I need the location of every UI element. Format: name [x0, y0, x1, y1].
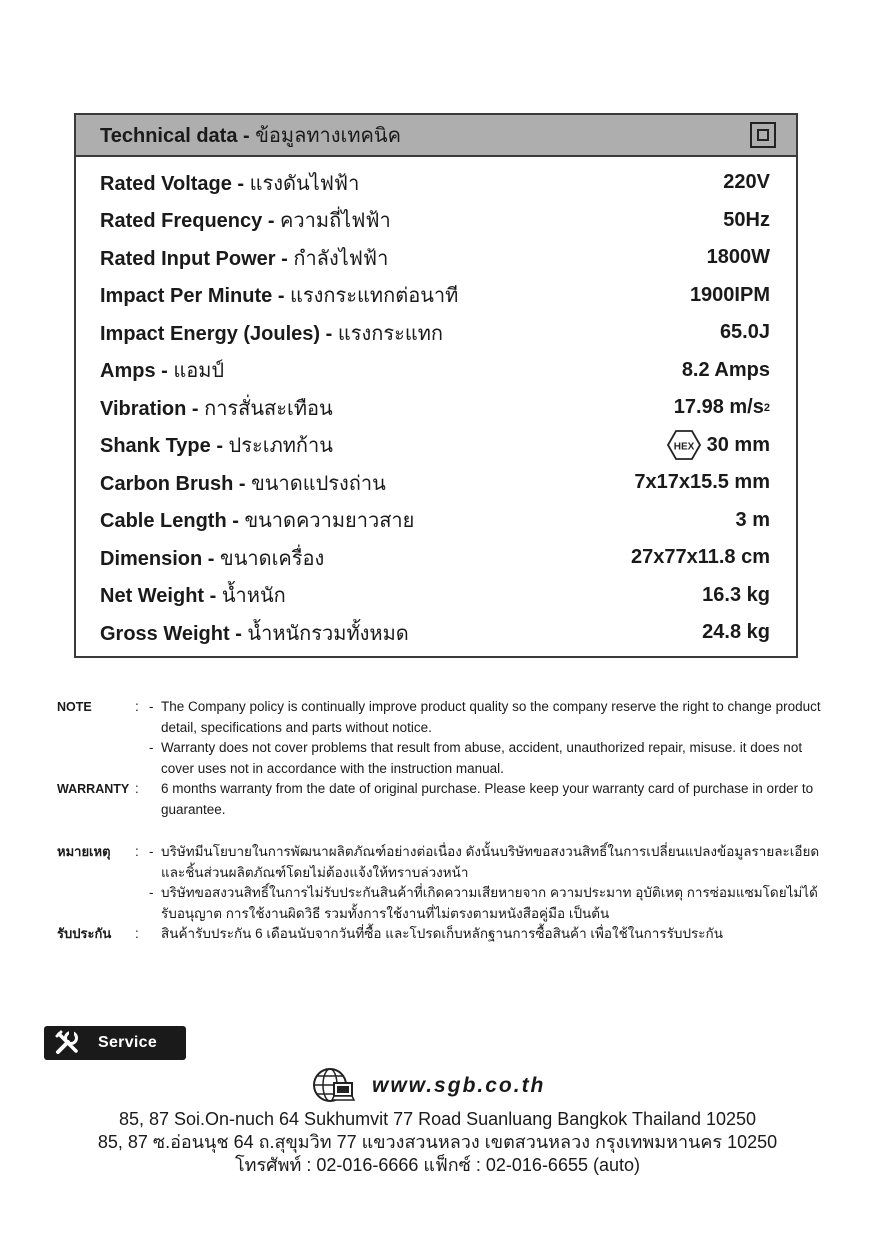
- note-key: NOTE: [57, 700, 92, 714]
- spec-label-en: Amps -: [100, 360, 174, 383]
- notes-section: [57, 697, 832, 945]
- title-th: ข้อมูลทางเทคนิค: [255, 125, 401, 147]
- th-warranty-key: รับประกัน: [57, 926, 112, 941]
- spec-label: [100, 392, 333, 424]
- spec-value: 65.0J: [719, 321, 770, 344]
- th-note-key: หมายเหตุ: [57, 844, 111, 859]
- spec-label-th: ขนาดความยาวสาย: [244, 510, 415, 533]
- spec-value-cell: [736, 509, 770, 532]
- warranty-colon: :: [135, 781, 139, 796]
- spec-label: [100, 542, 324, 574]
- note-dash: -: [149, 885, 154, 900]
- spec-value-cell: [720, 321, 770, 344]
- table-title: [100, 119, 401, 151]
- spec-label-th: แรงดันไฟฟ้า: [249, 172, 360, 195]
- spec-row: [100, 239, 770, 277]
- spec-value: 50Hz: [723, 208, 770, 231]
- spec-label-th: ความถี่ไฟฟ้า: [280, 210, 391, 233]
- spec-row: [100, 427, 770, 465]
- website-block: [312, 1067, 572, 1105]
- spec-label-en: Dimension -: [100, 547, 221, 570]
- spec-label-en: Rated Frequency -: [100, 210, 281, 233]
- spec-row: [100, 352, 770, 390]
- spec-label: [100, 204, 391, 236]
- spec-row: [100, 464, 770, 502]
- spec-label-en: Rated Input Power -: [100, 247, 294, 270]
- spec-value-cell: [682, 359, 770, 382]
- note-item-1: The Company policy is continually improve product quality so the company reserve the right to change product detail, specifications and parts without notice.: [161, 699, 821, 735]
- spec-label: [100, 504, 414, 536]
- spec-value-cell: [702, 621, 770, 644]
- spec-label-en: Rated Voltage -: [100, 172, 250, 195]
- spec-value-cell: [723, 171, 770, 194]
- warranty-th: [57, 924, 832, 945]
- spec-label-th: น้ำหนัก: [221, 585, 286, 608]
- th-warranty-colon: :: [135, 926, 139, 941]
- spec-value: 30 mm: [706, 433, 770, 456]
- spec-value: 1900IPM: [689, 283, 770, 306]
- spec-label-th: การสั่นสะเทือน: [204, 397, 333, 420]
- spec-label: [100, 242, 388, 274]
- th-note-item-1: บริษัทมีนโยบายในการพัฒนาผลิตภัณฑ์อย่างต่อเนื่อง ดังนั้นบริษัทขอสงวนสิทธิ์ในการเปลี่ยนแปลงข้อมูลรายละเอียดและชิ้นส่วนผลิตภัณฑ์โดยไม่ต้องแจ้งให้ทราบล่วงหน้า: [161, 844, 820, 880]
- warranty-text: 6 months warranty from the date of original purchase. Please keep your warranty card of purchase in order to guarantee.: [161, 781, 814, 817]
- spec-label-en: Net Weight -: [100, 585, 222, 608]
- spec-value: 27x77x11.8 cm: [630, 546, 770, 569]
- spec-row: [100, 202, 770, 240]
- spec-value: 1800W: [706, 246, 770, 269]
- spec-row: [100, 502, 770, 540]
- spec-label-en: Cable Length -: [100, 510, 245, 533]
- spec-value: 8.2 Amps: [681, 358, 770, 381]
- spec-label-th: ขนาดเครื่อง: [220, 547, 325, 570]
- spec-label: [100, 279, 458, 311]
- service-label: Service: [98, 1034, 158, 1051]
- note-en: [57, 697, 832, 779]
- spec-rows: [76, 157, 796, 652]
- spec-value: 16.3 kg: [702, 583, 770, 606]
- spec-value: 24.8 kg: [702, 621, 770, 644]
- spec-value: 7x17x15.5 mm: [634, 471, 770, 494]
- spec-value-sup: 2: [763, 401, 770, 414]
- globe-computer-icon: [312, 1067, 356, 1105]
- wrench-screwdriver-icon: [52, 1028, 82, 1058]
- spec-label: [100, 467, 386, 499]
- spec-label-th: แอมป์: [173, 360, 225, 383]
- phone-fax: โทรศัพท์ : 02-016-6666 แฟ็กซ์ : 02-016-6655 (auto): [234, 1155, 641, 1175]
- title-en: Technical data -: [100, 125, 256, 147]
- note-item-2: Warranty does not cover problems that result from abuse, accident, unauthorized repair, misuse. it does not cover uses not in accordance with the instruction manual.: [161, 740, 803, 776]
- warranty-en: [57, 779, 832, 820]
- note-dash: -: [149, 844, 154, 859]
- spec-value-cell: [723, 209, 770, 232]
- spec-row: [100, 539, 770, 577]
- th-note-item-2: บริษัทขอสงวนสิทธิ์ในการไม่รับประกันสินค้าที่เกิดความเสียหายจาก ความประมาท อุบัติเหตุ การซ่อมแซมโดยไม่ได้รับอนุญาต การใช้งานผิดวิธี รวมทั้งการใช้งานที่ไม่ตรงตามหนังสือคู่มือ เป็นต้น: [161, 885, 818, 921]
- spec-label: [100, 579, 286, 611]
- spec-row: [100, 389, 770, 427]
- th-warranty-text: สินค้ารับประกัน 6 เดือนนับจากวันที่ซื้อ และโปรดเก็บหลักฐานการซื้อสินค้า เพื่อใช้ในการรับประกัน: [161, 926, 723, 941]
- spec-value-cell: [674, 396, 770, 419]
- spec-label-th: ขนาดแปรงถ่าน: [251, 472, 386, 495]
- spec-value-cell: [702, 584, 770, 607]
- website-url[interactable]: www.sgb.co.th: [372, 1074, 546, 1097]
- address-en: 85, 87 Soi.On-nuch 64 Sukhumvit 77 Road Suanluang Bangkok Thailand 10250: [118, 1109, 757, 1129]
- spec-label: [100, 317, 443, 349]
- spec-value: 17.98 m/s: [673, 396, 764, 419]
- spec-row: [100, 577, 770, 615]
- spec-value-cell: [634, 471, 770, 494]
- note-dash: -: [149, 740, 154, 755]
- note-colon: :: [135, 699, 139, 714]
- spec-label-en: Shank Type -: [100, 435, 229, 458]
- spec-value-cell: [707, 246, 770, 269]
- spec-label: [100, 429, 333, 461]
- spec-label: [100, 354, 224, 386]
- service-badge: [44, 1026, 186, 1060]
- technical-data-table: [74, 113, 798, 658]
- spec-label-en: Vibration -: [100, 397, 205, 420]
- spec-value-cell: [667, 430, 770, 460]
- spec-label-th: แรงกระแทกต่อนาที: [290, 285, 459, 308]
- th-note-colon: :: [135, 844, 139, 859]
- spec-row: [100, 164, 770, 202]
- spec-label-en: Gross Weight -: [100, 622, 248, 645]
- spec-label-th: น้ำหนักรวมทั้งหมด: [247, 622, 409, 645]
- spec-label-en: Impact Energy (Joules) -: [100, 322, 338, 345]
- hex-label: HEX: [673, 441, 694, 453]
- warranty-key: WARRANTY: [57, 782, 130, 796]
- double-insulation-icon: [750, 122, 776, 148]
- spec-value-cell: [690, 284, 770, 307]
- spec-label: [100, 617, 409, 649]
- spec-row: [100, 277, 770, 315]
- table-header: [76, 115, 796, 157]
- spec-value: 220V: [723, 171, 770, 194]
- address-block: [0, 1108, 875, 1177]
- hex-icon: [667, 430, 701, 460]
- spec-label-th: แรงกระแทก: [337, 322, 444, 345]
- spec-label-th: กำลังไฟฟ้า: [293, 247, 389, 270]
- note-th: [57, 842, 832, 924]
- address-th: 85, 87 ซ.อ่อนนุช 64 ถ.สุขุมวิท 77 แขวงสวนหลวง เขตสวนหลวง กรุงเทพมหานคร 10250: [97, 1132, 778, 1152]
- spec-label: [100, 167, 359, 199]
- spec-label-en: Carbon Brush -: [100, 472, 252, 495]
- note-dash: -: [149, 699, 154, 714]
- spec-label-th: ประเภทก้าน: [228, 435, 333, 458]
- spec-value-cell: [631, 546, 770, 569]
- spec-label-en: Impact Per Minute -: [100, 285, 291, 308]
- spec-row: [100, 614, 770, 652]
- spec-row: [100, 314, 770, 352]
- spec-value: 3 m: [735, 508, 770, 531]
